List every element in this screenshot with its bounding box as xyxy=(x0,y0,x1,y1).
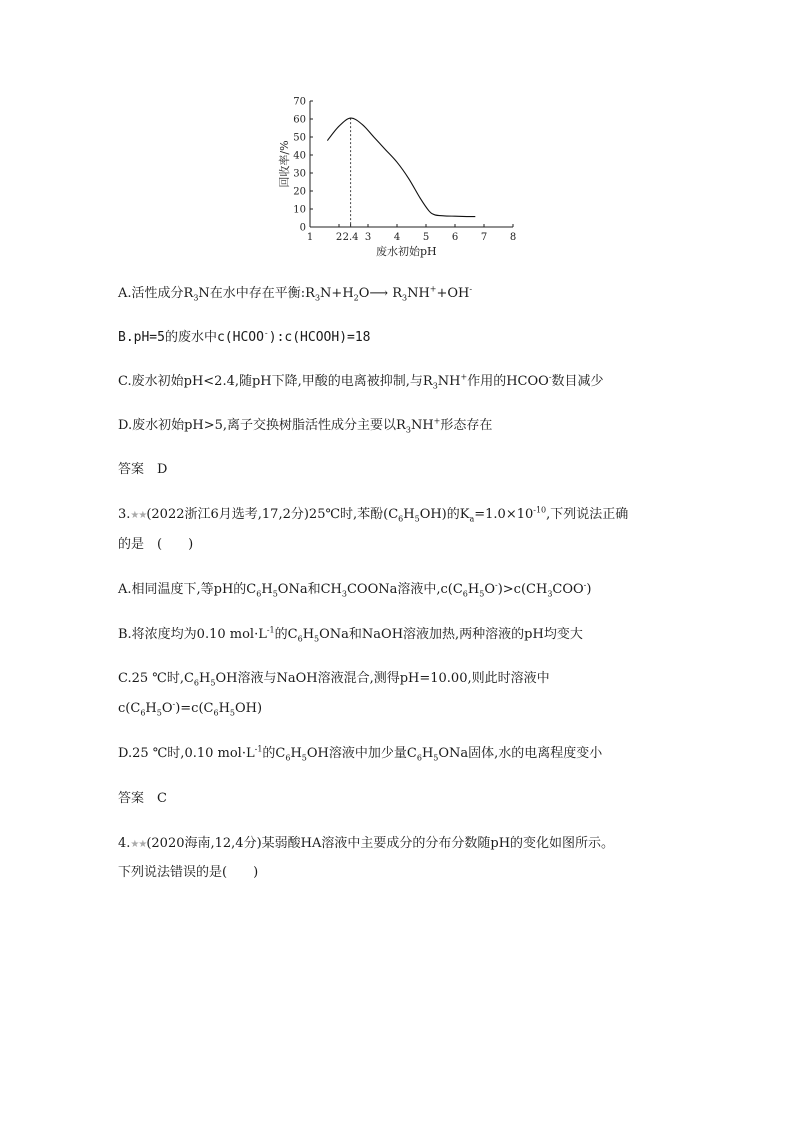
x-tick-label: 8 xyxy=(509,232,517,243)
y-tick-label: 30 xyxy=(293,168,306,180)
answer-q2: 答案 D xyxy=(118,462,168,477)
plot-layer xyxy=(293,97,516,244)
y-tick-label: 70 xyxy=(293,96,306,108)
y-tick-label: 10 xyxy=(293,204,306,216)
question-3-stem-cont: 的是 ( ) xyxy=(118,537,194,552)
question-3-stem: 3.★★(2022浙江6月选考,17,2分)25℃时,苯酚$(C_6H_5OH)$的$K_a=1.0\times 10^{-10}$,下列说法正确 xyxy=(118,505,629,524)
option-3c-cont: $c(C_6H_5O^-)=c(C_6H_5OH)$ xyxy=(118,699,263,718)
option-3c: C.25 ℃时$,C_6H_5OH$溶液与NaOH溶液混合,测得pH=10.00,则此时溶液中 xyxy=(118,671,550,688)
question-4-stem: 4.★★(2020海南,12,4分)某弱酸HA溶液中主要成分的分布分数随pH的变化如图所示。 xyxy=(118,836,615,851)
equilibrium-arrow-icon: ⟶ xyxy=(369,286,389,301)
x-tick-label: 7 xyxy=(480,232,488,243)
y-tick-label: 50 xyxy=(293,132,306,144)
option-2b: B.pH=5的废水中c(HCOO-):c(HCOOH)=18 xyxy=(118,328,371,345)
option-3a: A.相同温度下,等pH的$C_6H_5ONa$和$CH_3COONa$溶液中$,c(C_6H_5O^-)>c(CH_3COO^-)$ xyxy=(118,580,592,599)
option-2c: C.废水初始pH<2.4,随pH下降,甲酸的电离被抑制,与$R_3NH^+$作用的HCOO-数目减少 xyxy=(118,372,604,391)
x-tick-label: 1 xyxy=(306,232,314,243)
option-2a: A.活性成分$R_3N$在水中存在平衡$:R_3N+H_2O⟶$ $R_3NH^++OH^-$ xyxy=(118,284,473,303)
x-tick-label: 5 xyxy=(422,232,430,243)
option-3d: D.25 ℃时,0.10 $mol\cdot L^{-1}$的$C_6H_5OH$溶液中加少量$C_6H_5ONa$固体,水的电离程度变小 xyxy=(118,744,603,763)
question-4-stem-cont: 下列说法错误的是( ) xyxy=(118,865,259,880)
recovery-rate-chart xyxy=(270,90,530,268)
difficulty-stars-icon: ★★ xyxy=(130,839,147,850)
y-tick-label: 0 xyxy=(299,222,306,234)
y-tick-label: 60 xyxy=(293,114,306,126)
x-tick-label: 2 xyxy=(335,232,343,243)
option-2d: D.废水初始pH>5,离子交换树脂活性成分主要以$R_3NH^+$形态存在 xyxy=(118,416,493,435)
x-tick-label: 6 xyxy=(451,232,459,243)
recovery-curve xyxy=(327,118,475,217)
y-axis-label: 回收率/% xyxy=(278,140,291,188)
x-axis-label: 废水初始pH xyxy=(375,245,437,258)
y-tick-label: 20 xyxy=(293,186,306,198)
y-tick-label: 40 xyxy=(293,150,306,162)
x-tick-label: 4 xyxy=(393,232,401,243)
answer-q3: 答案 C xyxy=(118,791,167,806)
difficulty-stars-icon: ★★ xyxy=(130,510,147,521)
x-tick-label: 2.4 xyxy=(342,232,359,243)
option-3b: B.将浓度均为0.10 $mol\cdot L^{-1}$的$C_6H_5ONa$和NaOH溶液加热,两种溶液的pH均变大 xyxy=(118,625,583,644)
x-tick-label: 3 xyxy=(364,232,372,243)
